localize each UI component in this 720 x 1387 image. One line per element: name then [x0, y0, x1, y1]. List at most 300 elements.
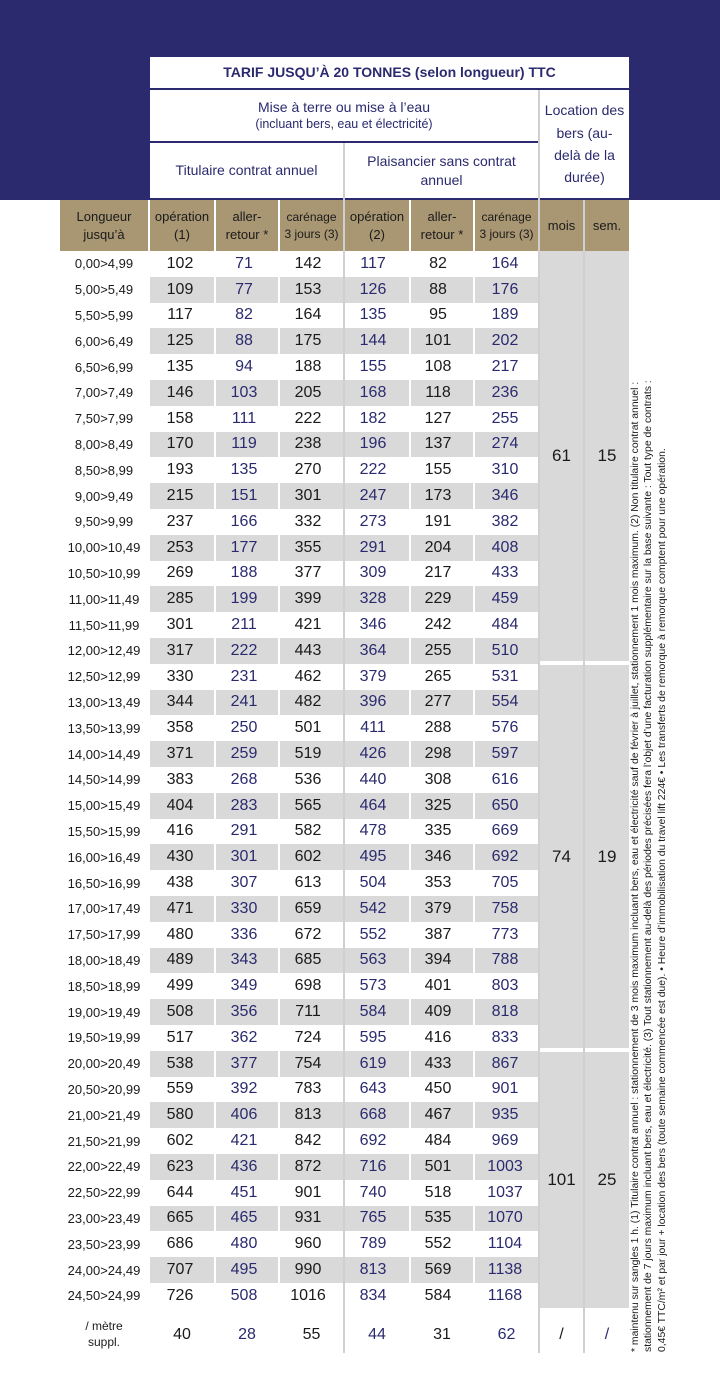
cell-carenage1: 270 — [294, 461, 322, 479]
cell-aller-retour2: 82 — [429, 254, 447, 272]
cell-aller-retour2: 467 — [406, 1102, 470, 1128]
cell-aller-retour1: 330 — [212, 896, 276, 922]
cell-carenage1: 536 — [294, 770, 322, 788]
cell-longueur: 10,50>10,99 — [67, 565, 141, 581]
cell-longueur: 18,00>18,49 — [60, 948, 148, 974]
column-divider — [214, 200, 216, 1353]
cell-operation2: 411 — [360, 719, 386, 737]
cell-longueur: 7,50>7,99 — [74, 411, 134, 427]
cell-aller-retour1: 301 — [212, 844, 276, 870]
cell-longueur: 13,50>13,99 — [67, 720, 141, 736]
col-header-carenage1: carénage 3 jours (3) — [280, 200, 343, 251]
cell-carenage1: 698 — [294, 977, 322, 995]
cell-longueur: 24,50>24,99 — [67, 1288, 141, 1304]
cell-aller-retour1: 119 — [212, 432, 276, 458]
cell-longueur: 8,00>8,49 — [60, 432, 148, 458]
cell-carenage1: 960 — [294, 1235, 322, 1253]
cell-carenage2: 164 — [491, 254, 519, 272]
cell-aller-retour1: 268 — [230, 770, 258, 788]
cell-longueur: 0,00>4,99 — [74, 256, 134, 272]
cell-longueur: 16,00>16,49 — [60, 844, 148, 870]
table-row — [60, 870, 540, 896]
cell-operation1: 471 — [148, 896, 212, 922]
cell-operation1: 269 — [166, 564, 194, 582]
table-row — [60, 1180, 540, 1206]
cell-aller-retour1: 451 — [230, 1183, 258, 1201]
table-row — [60, 1206, 540, 1232]
cell-longueur: 24,00>24,49 — [60, 1257, 148, 1283]
cell-carenage2: 969 — [491, 1132, 519, 1150]
table-row — [60, 1102, 540, 1128]
last-row-carenage1: 55 — [302, 1326, 321, 1343]
cell-aller-retour2: 101 — [406, 328, 470, 354]
table-row — [60, 509, 540, 535]
cell-longueur: 14,50>14,99 — [67, 772, 141, 788]
cell-operation1: 623 — [148, 1154, 212, 1180]
table-row — [60, 586, 540, 612]
cell-carenage2: 531 — [491, 667, 519, 685]
cell-longueur: 8,50>8,99 — [74, 462, 134, 478]
cell-operation2: 478 — [359, 822, 387, 840]
cell-operation1: 237 — [166, 512, 194, 530]
table-row — [60, 612, 540, 638]
cell-operation1: 559 — [166, 1080, 194, 1098]
cell-carenage1: 1016 — [290, 1286, 326, 1304]
cell-operation1: 193 — [166, 461, 194, 479]
cell-longueur: 15,00>15,49 — [60, 793, 148, 819]
cell-carenage1: 301 — [276, 483, 340, 509]
cell-operation2: 155 — [359, 358, 387, 376]
table-row — [60, 948, 540, 974]
cell-aller-retour1: 231 — [230, 667, 258, 685]
cell-aller-retour2: 288 — [424, 719, 452, 737]
table-row — [60, 561, 540, 587]
cell-longueur: 9,50>9,99 — [74, 514, 134, 530]
cell-aller-retour1: 336 — [230, 925, 258, 943]
cell-aller-retour2: 379 — [406, 896, 470, 922]
cell-longueur: 21,00>21,49 — [60, 1102, 148, 1128]
table-row — [60, 354, 540, 380]
cell-aller-retour2: 118 — [406, 380, 470, 406]
cell-aller-retour2: 335 — [424, 822, 452, 840]
cell-aller-retour1: 436 — [212, 1154, 276, 1180]
cell-carenage2: 274 — [470, 432, 540, 458]
cell-operation2: 247 — [340, 483, 406, 509]
cell-carenage2: 1168 — [487, 1286, 523, 1304]
cell-operation1: 117 — [167, 306, 193, 324]
cell-carenage2: 433 — [491, 564, 519, 582]
cell-aller-retour2: 255 — [406, 638, 470, 664]
cell-operation1: 499 — [166, 977, 194, 995]
column-divider — [409, 200, 411, 1353]
table-row — [60, 741, 540, 767]
cell-carenage1: 164 — [294, 306, 322, 324]
cell-aller-retour2: 552 — [424, 1235, 452, 1253]
table-row — [60, 767, 540, 793]
last-row-aller-retour1: 28 — [238, 1326, 256, 1343]
cell-operation1: 430 — [148, 844, 212, 870]
group-location-header: Location des bers (au-delà de la durée) — [540, 90, 629, 198]
cell-operation1: 301 — [166, 616, 194, 634]
cell-aller-retour1: 495 — [212, 1257, 276, 1283]
cell-operation2: 328 — [340, 586, 406, 612]
cell-aller-retour2: 127 — [424, 409, 452, 427]
cell-carenage1: 613 — [294, 874, 322, 892]
cell-carenage1: 205 — [276, 380, 340, 406]
cell-aller-retour1: 199 — [212, 586, 276, 612]
cell-aller-retour1: 94 — [235, 358, 253, 376]
cell-operation2: 692 — [359, 1132, 387, 1150]
location-group-2-mois: 74 — [540, 665, 583, 1048]
group-main-subtitle: (incluant bers, eau et électricité) — [255, 117, 433, 132]
cell-longueur: 19,50>19,99 — [67, 1030, 141, 1046]
last-row-label: / mètre suppl. — [85, 1319, 123, 1349]
cell-operation2: 291 — [340, 535, 406, 561]
cell-carenage2: 788 — [470, 948, 540, 974]
cell-longueur: 20,00>20,49 — [60, 1051, 148, 1077]
cell-operation1: 404 — [148, 793, 212, 819]
col-header-longueur: Longueur jusqu’à — [60, 200, 148, 251]
table-row — [60, 1283, 540, 1309]
cell-aller-retour1: 465 — [212, 1206, 276, 1232]
cell-carenage1: 685 — [276, 948, 340, 974]
cell-carenage2: 459 — [470, 586, 540, 612]
cell-operation2: 309 — [359, 564, 387, 582]
cell-carenage2: 901 — [491, 1080, 519, 1098]
cell-aller-retour1: 349 — [230, 977, 258, 995]
cell-operation2: 379 — [359, 667, 387, 685]
cell-longueur: 16,50>16,99 — [67, 875, 141, 891]
cell-aller-retour2: 277 — [406, 690, 470, 716]
cell-carenage2: 1070 — [470, 1206, 540, 1232]
cell-aller-retour2: 265 — [424, 667, 452, 685]
cell-operation2: 740 — [359, 1183, 387, 1201]
table-row — [60, 973, 540, 999]
cell-operation1: 489 — [148, 948, 212, 974]
cell-carenage1: 565 — [276, 793, 340, 819]
cell-carenage2: 803 — [491, 977, 519, 995]
cell-aller-retour2: 584 — [424, 1286, 452, 1304]
cell-carenage1: 355 — [276, 535, 340, 561]
cell-operation1: 383 — [166, 770, 194, 788]
cell-carenage1: 842 — [294, 1132, 322, 1150]
cell-aller-retour2: 501 — [406, 1154, 470, 1180]
cell-carenage2: 1104 — [487, 1235, 523, 1253]
cell-aller-retour1: 480 — [230, 1235, 258, 1253]
cell-operation2: 619 — [340, 1051, 406, 1077]
table-row — [60, 896, 540, 922]
cell-carenage2: 818 — [470, 999, 540, 1025]
cell-aller-retour1: 241 — [212, 690, 276, 716]
cell-aller-retour2: 325 — [406, 793, 470, 819]
cell-carenage2: 554 — [470, 690, 540, 716]
cell-carenage2: 382 — [491, 512, 519, 530]
cell-operation1: 602 — [166, 1132, 194, 1150]
cell-aller-retour1: 103 — [212, 380, 276, 406]
cell-operation2: 117 — [360, 254, 386, 272]
cell-carenage2: 650 — [470, 793, 540, 819]
cell-carenage2: 867 — [470, 1051, 540, 1077]
group-main-header — [150, 90, 538, 141]
cell-aller-retour2: 346 — [406, 844, 470, 870]
cell-carenage1: 754 — [276, 1051, 340, 1077]
cell-aller-retour1: 291 — [230, 822, 258, 840]
cell-longueur: 12,50>12,99 — [67, 669, 141, 685]
cell-aller-retour1: 307 — [230, 874, 258, 892]
cell-longueur: 21,50>21,99 — [67, 1133, 141, 1149]
cell-aller-retour2: 137 — [406, 432, 470, 458]
cell-aller-retour2: 298 — [406, 741, 470, 767]
cell-carenage2: 236 — [470, 380, 540, 406]
table-row — [60, 715, 540, 741]
column-divider — [278, 200, 280, 1353]
table-row — [60, 535, 540, 561]
footnote-line-1: * maintenu sur sangles 1 h. (1) Titulaire contrat annuel : stationnement de 3 mois maximum incluant bers, eau et électricité sauf de février à juillet, stationnement 1 mois maximum. (2) Non titulaire contrat annuel : — [630, 381, 641, 1352]
cell-aller-retour2: 229 — [406, 586, 470, 612]
cell-carenage2: 1003 — [470, 1154, 540, 1180]
cell-aller-retour2: 88 — [406, 277, 470, 303]
cell-operation2: 552 — [359, 925, 387, 943]
cell-aller-retour2: 204 — [406, 535, 470, 561]
cell-longueur: 17,50>17,99 — [67, 927, 141, 943]
cell-longueur: 13,00>13,49 — [60, 690, 148, 716]
cell-operation1: 438 — [166, 874, 194, 892]
cell-aller-retour2: 535 — [406, 1206, 470, 1232]
cell-carenage2: 310 — [491, 461, 519, 479]
table-row — [60, 664, 540, 690]
table-row — [60, 251, 540, 277]
cell-aller-retour1: 188 — [230, 564, 258, 582]
cell-operation2: 765 — [340, 1206, 406, 1232]
cell-operation1: 215 — [148, 483, 212, 509]
cell-carenage1: 421 — [294, 616, 322, 634]
cell-operation1: 371 — [148, 741, 212, 767]
table-row — [60, 277, 540, 303]
cell-operation1: 686 — [166, 1235, 194, 1253]
last-row-operation1: 40 — [173, 1326, 191, 1343]
cell-operation1: 253 — [148, 535, 212, 561]
cell-carenage1: 142 — [294, 254, 322, 272]
col-header-carenage2: carénage 3 jours (3) — [475, 200, 538, 251]
column-divider — [148, 200, 150, 1353]
cell-operation1: 146 — [148, 380, 212, 406]
cell-aller-retour2: 569 — [406, 1257, 470, 1283]
cell-aller-retour1: 88 — [212, 328, 276, 354]
cell-aller-retour1: 250 — [230, 719, 258, 737]
cell-carenage1: 462 — [294, 667, 322, 685]
cell-operation1: 665 — [148, 1206, 212, 1232]
table-row — [60, 380, 540, 406]
table-row — [60, 303, 540, 329]
cell-operation2: 144 — [340, 328, 406, 354]
cell-aller-retour2: 518 — [424, 1183, 452, 1201]
table-row — [60, 1128, 540, 1154]
cell-carenage1: 519 — [276, 741, 340, 767]
table-row — [60, 432, 540, 458]
cell-carenage1: 153 — [276, 277, 340, 303]
table-row — [60, 793, 540, 819]
cell-operation1: 125 — [148, 328, 212, 354]
table-row — [60, 1077, 540, 1103]
cell-operation2: 126 — [340, 277, 406, 303]
cell-aller-retour2: 394 — [406, 948, 470, 974]
cell-longueur: 7,00>7,49 — [60, 380, 148, 406]
cell-longueur: 14,00>14,49 — [60, 741, 148, 767]
table-row — [60, 406, 540, 432]
table-row — [60, 1257, 540, 1283]
cell-operation1: 580 — [148, 1102, 212, 1128]
cell-aller-retour2: 387 — [424, 925, 452, 943]
cell-operation1: 517 — [166, 1028, 194, 1046]
cell-carenage1: 482 — [276, 690, 340, 716]
cell-carenage2: 935 — [470, 1102, 540, 1128]
cell-operation2: 643 — [359, 1080, 387, 1098]
cell-aller-retour1: 343 — [212, 948, 276, 974]
cell-aller-retour1: 377 — [212, 1051, 276, 1077]
cell-longueur: 22,00>22,49 — [60, 1154, 148, 1180]
cell-longueur: 11,00>11,49 — [60, 586, 148, 612]
cell-aller-retour1: 392 — [230, 1080, 258, 1098]
cell-operation2: 563 — [340, 948, 406, 974]
cell-carenage2: 217 — [491, 358, 519, 376]
cell-operation1: 102 — [166, 254, 194, 272]
col-header-operation2: opération (2) — [345, 200, 409, 251]
cell-operation1: 707 — [148, 1257, 212, 1283]
cell-aller-retour2: 108 — [424, 358, 452, 376]
cell-carenage1: 990 — [276, 1257, 340, 1283]
location-group-2-sem: 19 — [585, 665, 629, 1048]
cell-aller-retour1: 151 — [212, 483, 276, 509]
cell-operation2: 196 — [340, 432, 406, 458]
cell-operation2: 464 — [340, 793, 406, 819]
col-header-operation1: opération (1) — [150, 200, 214, 251]
table-row — [60, 844, 540, 870]
cell-operation1: 538 — [148, 1051, 212, 1077]
cell-carenage1: 175 — [276, 328, 340, 354]
cell-carenage2: 202 — [470, 328, 540, 354]
cell-operation2: 396 — [340, 690, 406, 716]
cell-carenage2: 510 — [470, 638, 540, 664]
cell-carenage1: 188 — [294, 358, 322, 376]
cell-aller-retour2: 95 — [429, 306, 447, 324]
table-row — [60, 1025, 540, 1051]
last-row-sem: / — [604, 1326, 610, 1343]
location-group-1-mois: 61 — [540, 251, 583, 661]
cell-carenage2: 189 — [491, 306, 519, 324]
cell-carenage1: 724 — [294, 1028, 322, 1046]
cell-carenage1: 783 — [294, 1080, 322, 1098]
table-title: TARIF JUSQU’À 20 TONNES (selon longueur) TTC — [150, 57, 629, 88]
cell-longueur: 9,00>9,49 — [60, 483, 148, 509]
cell-operation2: 573 — [359, 977, 387, 995]
cell-carenage1: 238 — [276, 432, 340, 458]
cell-operation2: 668 — [340, 1102, 406, 1128]
table-row — [60, 1231, 540, 1257]
cell-aller-retour2: 308 — [424, 770, 452, 788]
cell-operation2: 135 — [359, 306, 387, 324]
cell-carenage2: 616 — [491, 770, 519, 788]
column-divider — [583, 200, 585, 1353]
cell-carenage1: 872 — [276, 1154, 340, 1180]
cell-aller-retour2: 191 — [424, 512, 452, 530]
cell-operation2: 789 — [359, 1235, 387, 1253]
cell-operation1: 344 — [148, 690, 212, 716]
cell-aller-retour1: 77 — [212, 277, 276, 303]
cell-operation1: 158 — [166, 409, 194, 427]
cell-operation2: 364 — [340, 638, 406, 664]
cell-aller-retour1: 283 — [212, 793, 276, 819]
cell-carenage1: 443 — [276, 638, 340, 664]
cell-carenage2: 576 — [491, 719, 519, 737]
cell-carenage2: 1037 — [487, 1183, 523, 1201]
cell-carenage2: 176 — [470, 277, 540, 303]
cell-carenage2: 346 — [470, 483, 540, 509]
cell-aller-retour1: 166 — [230, 512, 258, 530]
cell-longueur: 11,50>11,99 — [68, 617, 140, 633]
cell-operation1: 330 — [166, 667, 194, 685]
cell-aller-retour2: 353 — [424, 874, 452, 892]
cell-aller-retour2: 155 — [424, 461, 452, 479]
cell-aller-retour1: 177 — [212, 535, 276, 561]
cell-aller-retour2: 416 — [424, 1028, 452, 1046]
cell-aller-retour1: 222 — [212, 638, 276, 664]
cell-longueur: 6,00>6,49 — [60, 328, 148, 354]
last-row-mois: / — [559, 1326, 564, 1343]
cell-carenage1: 332 — [294, 512, 322, 530]
table-row — [60, 638, 540, 664]
cell-carenage2: 484 — [491, 616, 519, 634]
cell-aller-retour1: 362 — [230, 1028, 258, 1046]
cell-operation2: 834 — [359, 1286, 387, 1304]
sub-header-titulaire: Titulaire contrat annuel — [150, 143, 343, 198]
cell-operation2: 273 — [359, 512, 387, 530]
cell-carenage2: 255 — [491, 409, 519, 427]
cell-aller-retour2: 450 — [424, 1080, 452, 1098]
cell-longueur: 20,50>20,99 — [67, 1081, 141, 1097]
cell-aller-retour1: 211 — [231, 616, 257, 634]
cell-operation1: 508 — [148, 999, 212, 1025]
cell-longueur: 5,50>5,99 — [74, 307, 134, 323]
cell-operation1: 358 — [166, 719, 194, 737]
cell-operation2: 426 — [340, 741, 406, 767]
cell-carenage1: 672 — [294, 925, 322, 943]
cell-operation1: 416 — [166, 822, 194, 840]
column-divider — [473, 200, 475, 1353]
cell-operation2: 813 — [340, 1257, 406, 1283]
cell-aller-retour2: 173 — [406, 483, 470, 509]
location-group-1-sem: 15 — [585, 251, 629, 661]
table-row — [60, 922, 540, 948]
cell-carenage1: 602 — [276, 844, 340, 870]
table-row — [60, 1051, 540, 1077]
cell-aller-retour1: 135 — [230, 461, 258, 479]
table-row — [60, 457, 540, 483]
cell-carenage2: 758 — [470, 896, 540, 922]
last-row-aller-retour2: 31 — [433, 1326, 451, 1343]
cell-carenage1: 813 — [276, 1102, 340, 1128]
cell-operation1: 285 — [148, 586, 212, 612]
cell-operation1: 480 — [166, 925, 194, 943]
cell-aller-retour1: 259 — [212, 741, 276, 767]
cell-carenage2: 408 — [470, 535, 540, 561]
cell-longueur: 15,50>15,99 — [67, 823, 141, 839]
location-group-3-sem: 25 — [585, 1052, 629, 1308]
cell-operation2: 182 — [359, 409, 387, 427]
cell-carenage1: 399 — [276, 586, 340, 612]
cell-aller-retour2: 401 — [424, 977, 452, 995]
cell-carenage1: 659 — [276, 896, 340, 922]
cell-operation1: 135 — [166, 358, 194, 376]
